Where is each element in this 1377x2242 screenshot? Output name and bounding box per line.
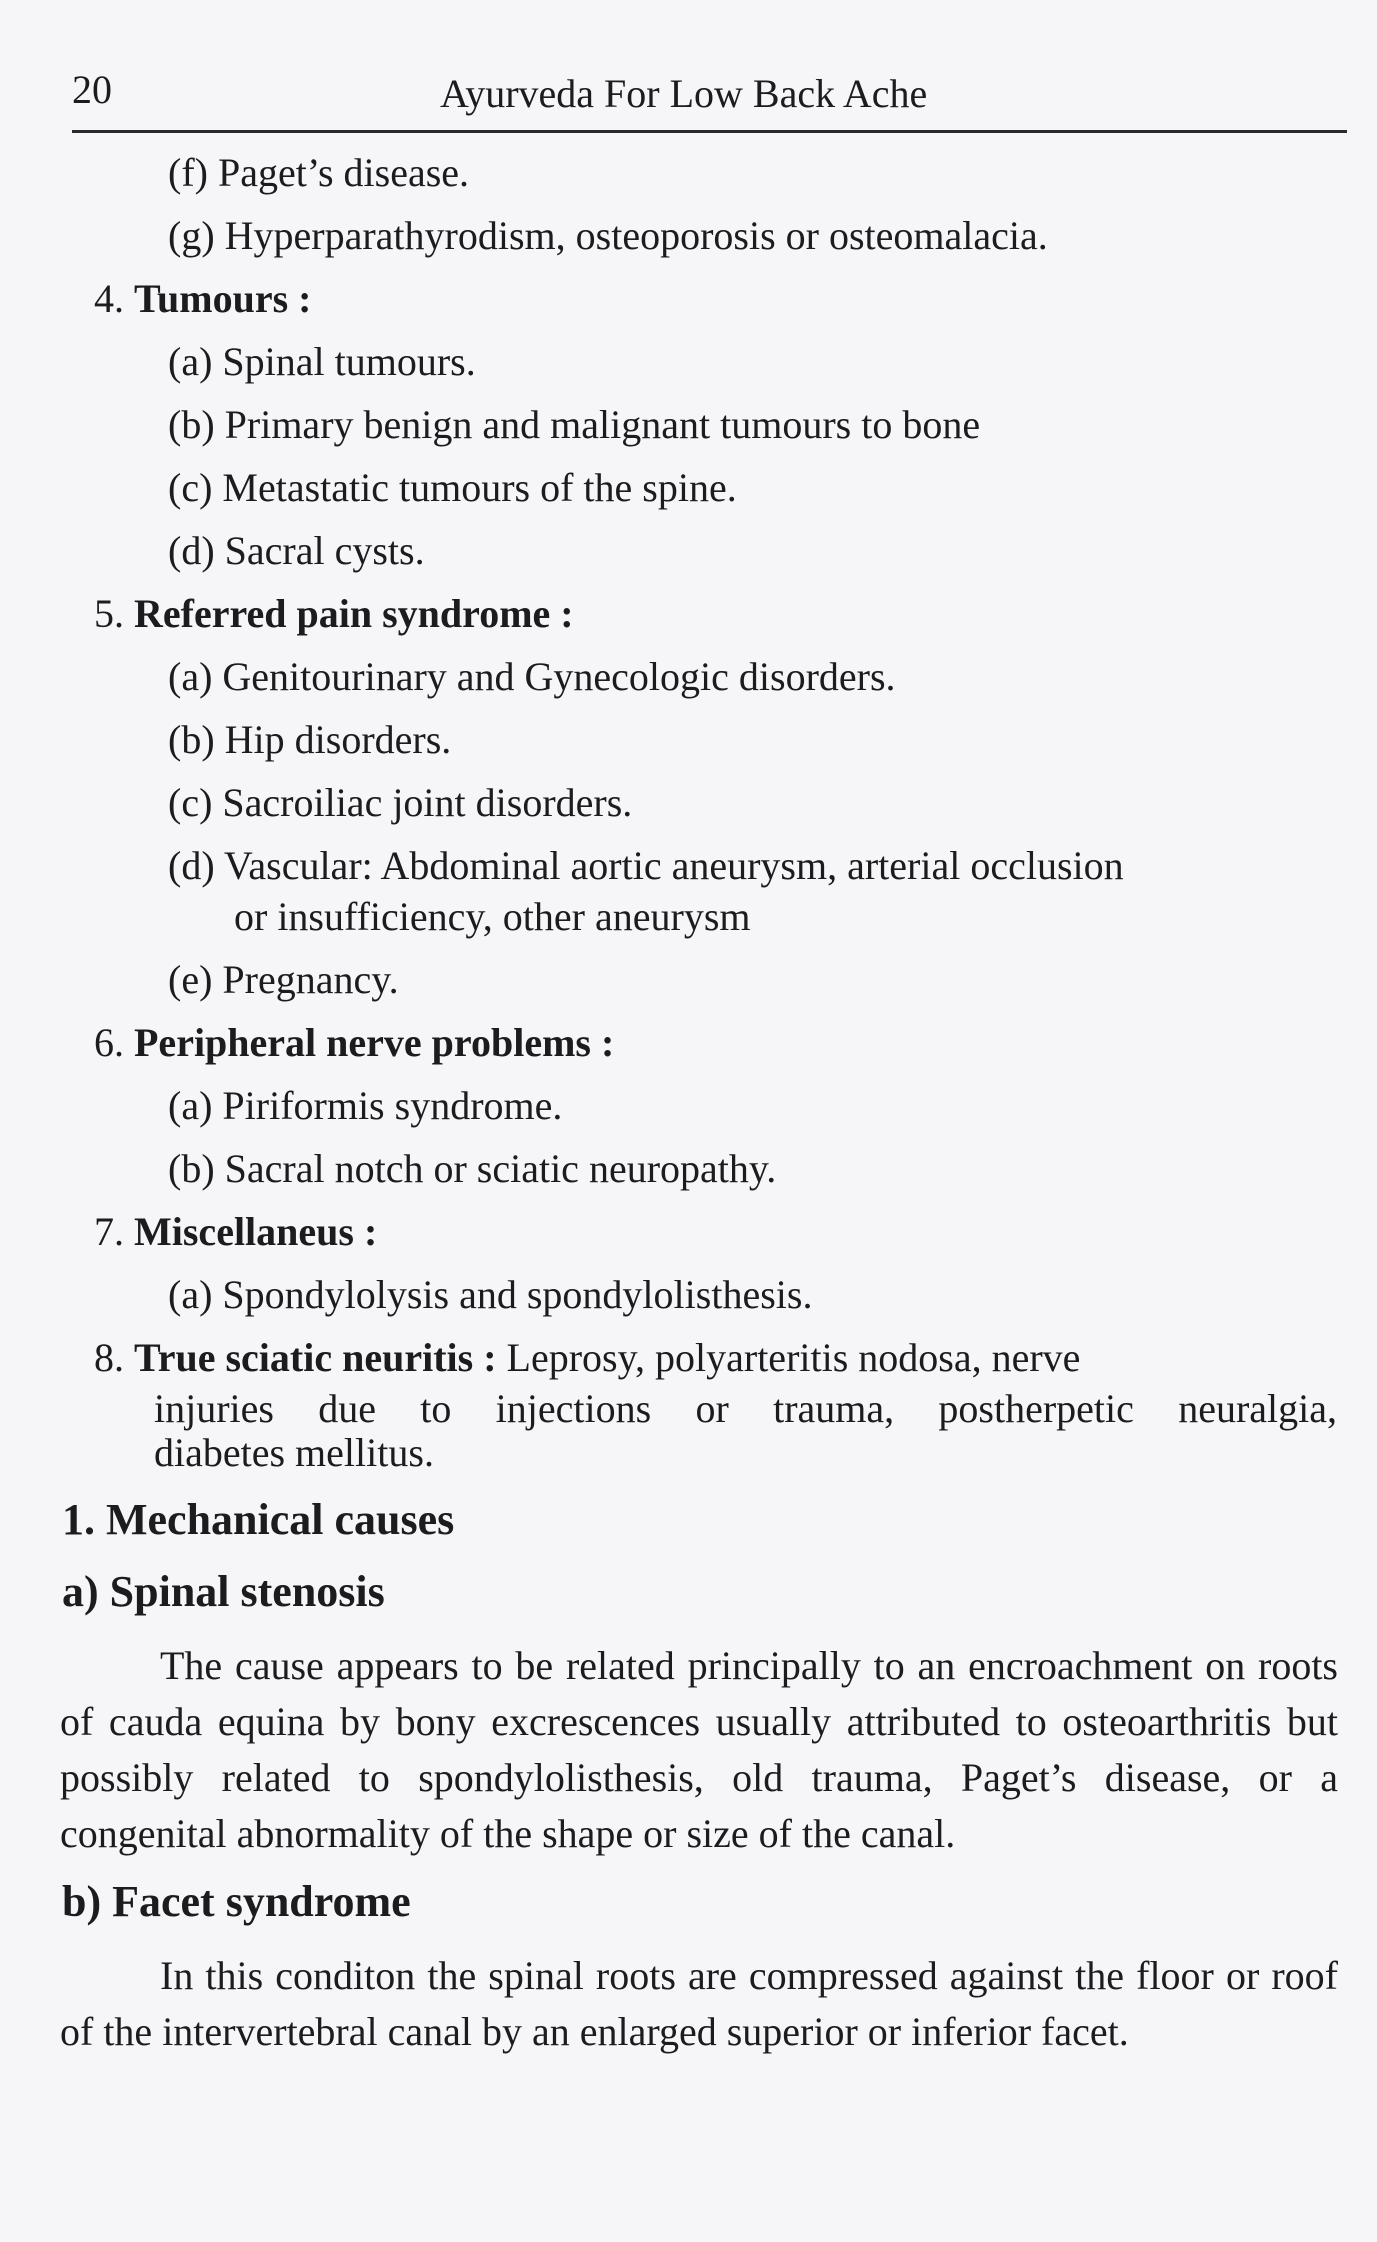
page-header	[72, 66, 1347, 133]
list-subitem: (b) Sacral notch or sciatic neuropathy.	[168, 1146, 777, 1191]
paragraph-text: The cause appears to be related principally to an encroachment on roots of cauda equina by bony excrescences usually attributed to osteoarthritis but possibly related to spondylolisthesis, old trauma, Paget’s disease, or a congenital abnormality of the shape or size of the canal.	[60, 1643, 1338, 1856]
subsection-heading: a) Spinal stenosis	[62, 1567, 385, 1616]
item-number: 4.	[94, 276, 124, 321]
list-item	[0, 1209, 1377, 1255]
list-subitem: (c) Metastatic tumours of the spine.	[168, 465, 737, 510]
list-item	[0, 276, 1377, 322]
list-subitem: (g) Hyperparathyrodism, osteoporosis or osteomalacia.	[168, 213, 1048, 258]
paragraph	[0, 1638, 1338, 1862]
list-item	[0, 1335, 1377, 1381]
list-subitem: (d) Vascular: Abdominal aortic aneurysm, arterial occlusion	[168, 843, 1124, 888]
list-subitem: (a) Genitourinary and Gynecologic disorders.	[168, 654, 896, 699]
item-number: 8.	[94, 1335, 124, 1380]
list-item	[0, 591, 1377, 637]
item-text-continued: diabetes mellitus.	[154, 1430, 434, 1475]
subsection-heading: b) Facet syndrome	[62, 1877, 411, 1926]
item-text: Leprosy, polyarteritis nodosa, nerve	[506, 1335, 1081, 1380]
list-subitem: (d) Sacral cysts.	[168, 528, 425, 573]
list-subitem: (e) Pregnancy.	[168, 957, 399, 1002]
list-subitem: (c) Sacroiliac joint disorders.	[168, 780, 633, 825]
list-subitem: (f) Paget’s disease.	[168, 150, 470, 195]
list-subitem: (b) Hip disorders.	[168, 717, 452, 762]
list-item	[0, 1020, 1377, 1066]
item-text-continued: injuries due to injections or trauma, postherpetic neuralgia,	[154, 1386, 1337, 1431]
item-number: 7.	[94, 1209, 124, 1254]
item-title: Peripheral nerve problems :	[134, 1020, 615, 1065]
item-title: Miscellaneus :	[134, 1209, 378, 1254]
page-number: 20	[72, 67, 112, 112]
paragraph-text: In this conditon the spinal roots are compressed against the floor or roof of the intervertebral canal by an enlarged superior or inferior facet.	[60, 1953, 1338, 2054]
list-subitem: (a) Spinal tumours.	[168, 339, 476, 384]
item-title: True sciatic neuritis :	[134, 1335, 497, 1380]
running-title: Ayurveda For Low Back Ache	[440, 71, 928, 116]
item-title: Referred pain syndrome :	[134, 591, 574, 636]
list-subitem: (a) Spondylolysis and spondylolisthesis.	[168, 1272, 813, 1317]
section-heading: 1. Mechanical causes	[62, 1495, 455, 1544]
list-subitem-continued: or insufficiency, other aneurysm	[234, 894, 751, 939]
item-number: 6.	[94, 1020, 124, 1065]
item-number: 5.	[94, 591, 124, 636]
page-content	[0, 150, 1377, 2074]
item-title: Tumours :	[134, 276, 312, 321]
list-subitem: (a) Piriformis syndrome.	[168, 1083, 563, 1128]
paragraph	[0, 1948, 1338, 2060]
list-subitem: (b) Primary benign and malignant tumours to bone	[168, 402, 981, 447]
